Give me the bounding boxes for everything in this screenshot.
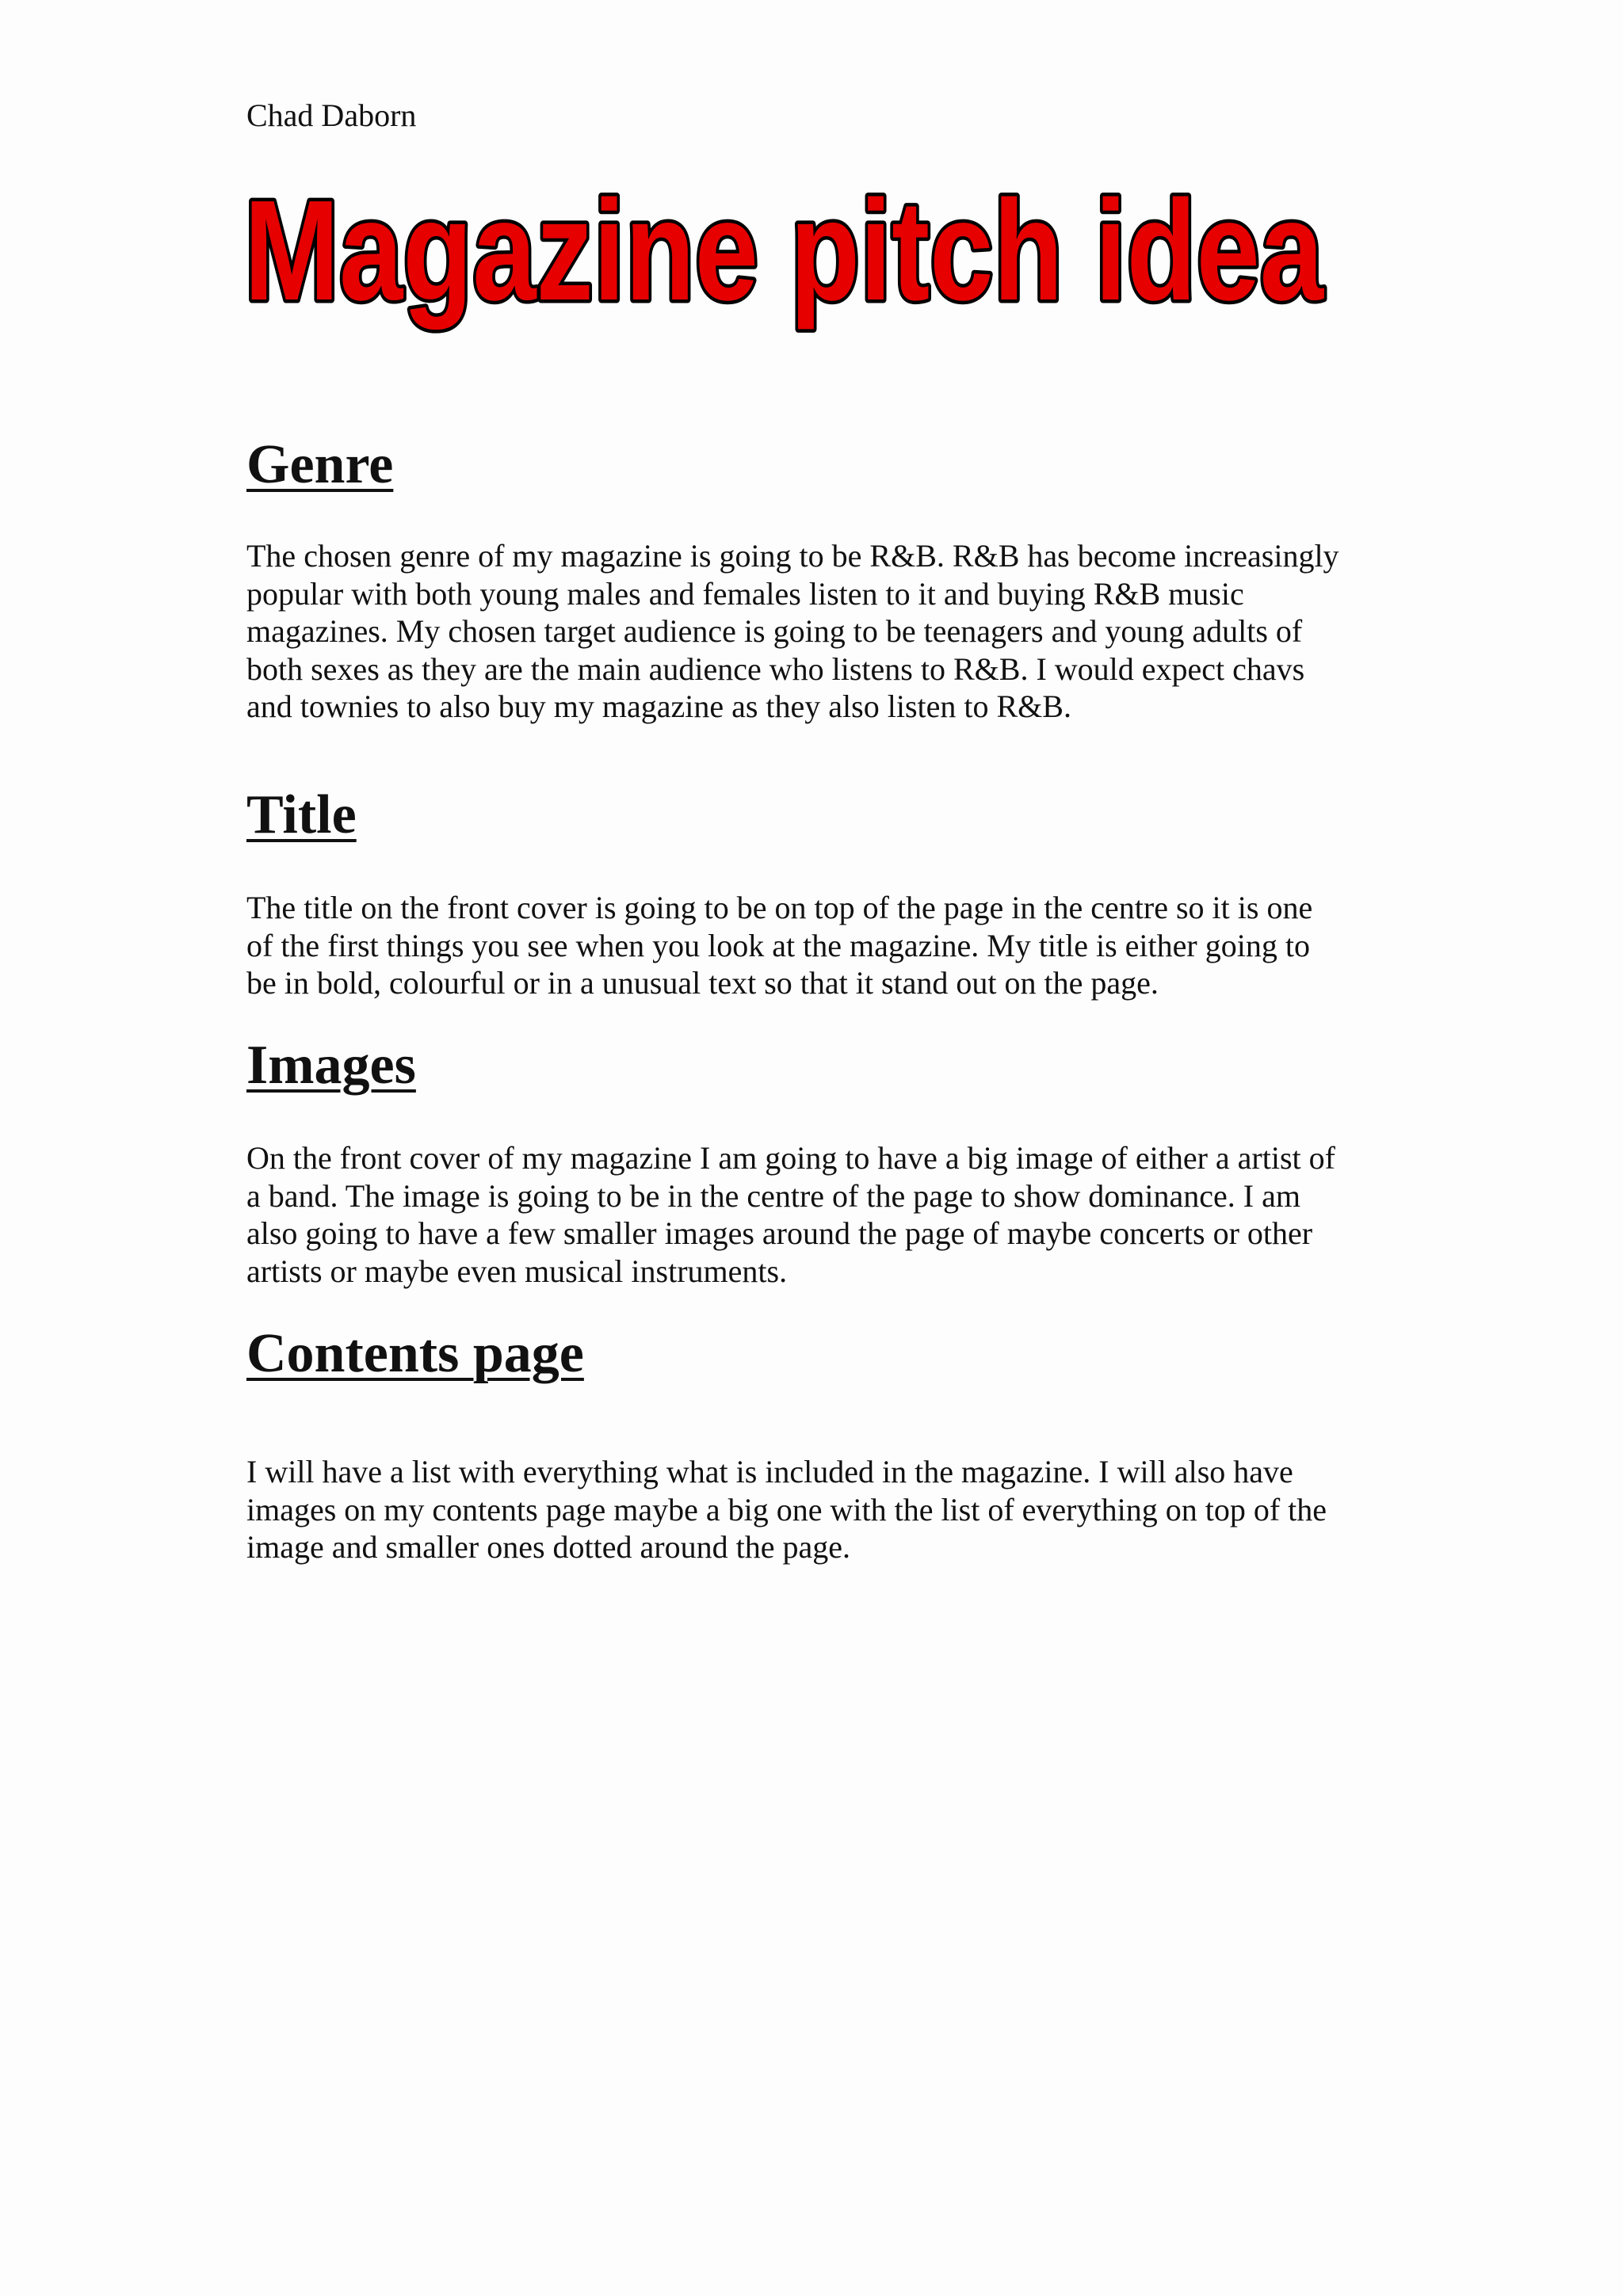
body-line: The chosen genre of my magazine is going to be R&B. R&B has become increasingly [246,538,1339,574]
section-body-genre [246,537,1403,726]
body-line: I will have a list with everything what is included in the magazine. I will also have [246,1454,1293,1489]
wordart-title-graphic [238,171,1331,347]
body-line: images on my contents page maybe a big one with the list of everything on top of the [246,1491,1327,1527]
body-line: be in bold, colourful or in a unusual text so that it stand out on the page. [246,965,1159,1001]
body-line: artists or maybe even musical instruments. [246,1253,788,1289]
wordart-title-text: Magazine pitch idea [244,171,1325,330]
section-heading-contents-page: Contents page [246,1323,584,1384]
body-line: both sexes as they are the main audience who listens to R&B. I would expect chavs [246,650,1305,687]
body-line: popular with both young males and females listen to it and buying R&B music [246,575,1244,612]
section-body-images [246,1139,1403,1290]
body-line: image and smaller ones dotted around the page. [246,1529,850,1565]
wordart-title [238,171,1331,347]
body-line: a band. The image is going to be in the centre of the page to show dominance. I am [246,1177,1300,1214]
section-body-contents-page [246,1453,1403,1566]
body-line: The title on the front cover is going to be on top of the page in the centre so it is one [246,890,1313,925]
author-name: Chad Daborn [246,97,417,133]
body-line: magazines. My chosen target audience is going to be teenagers and young adults of [246,613,1303,649]
body-line: On the front cover of my magazine I am going to have a big image of either a artist of [246,1140,1335,1176]
section-heading-title: Title [246,784,357,845]
body-line: and townies to also buy my magazine as they also listen to R&B. [246,688,1071,724]
section-body-title [246,889,1403,1002]
section-heading-images: Images [246,1035,416,1096]
section-heading-genre: Genre [246,434,394,495]
body-line: also going to have a few smaller images around the page of maybe concerts or other [246,1215,1313,1251]
body-line: of the first things you see when you look at the magazine. My title is either going to [246,927,1310,963]
